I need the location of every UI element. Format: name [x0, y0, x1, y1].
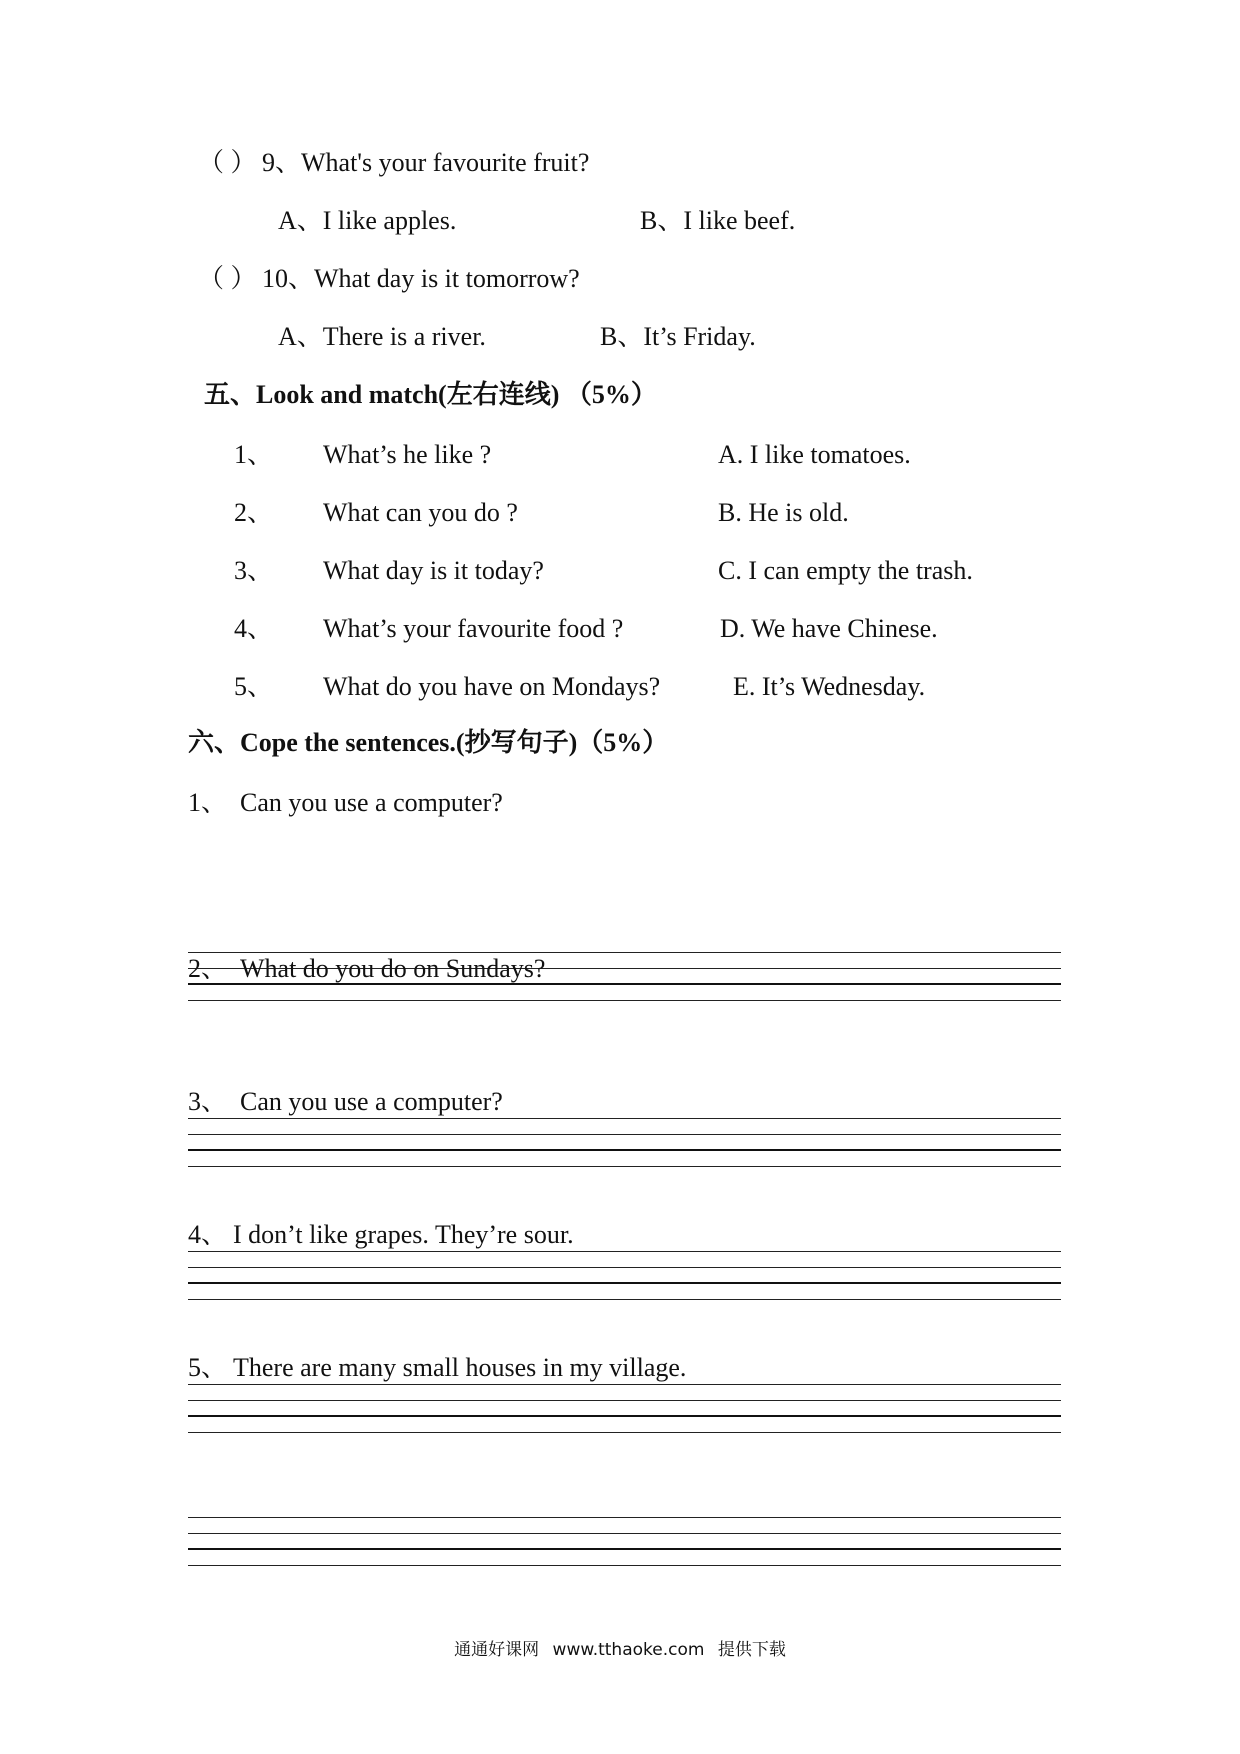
writing-line	[188, 1118, 1061, 1119]
match-number: 5、	[234, 672, 274, 701]
page-footer	[0, 1640, 1240, 1660]
match-answer: A. I like tomatoes.	[718, 440, 911, 469]
match-number: 1、	[234, 440, 274, 469]
match-number: 2、	[234, 498, 274, 527]
copy-number: 4、	[188, 1220, 228, 1249]
match-answer: D. We have Chinese.	[720, 614, 938, 643]
writing-line	[188, 1432, 1061, 1433]
copy-sentence: Can you use a computer?	[240, 1087, 503, 1116]
footer-url[interactable]: www.tthaoke.com	[552, 1640, 705, 1660]
option-a: A、There is a river.	[278, 322, 486, 351]
answer-bracket: （ ）	[198, 264, 257, 293]
copy-number: 3、	[188, 1087, 228, 1116]
writing-line	[188, 1149, 1061, 1151]
match-question: What do you have on Mondays?	[323, 672, 661, 701]
writing-line	[188, 1282, 1061, 1284]
copy-sentence: I don’t like grapes. They’re sour.	[233, 1220, 574, 1249]
writing-line	[188, 1267, 1061, 1268]
match-question: What day is it today?	[323, 556, 544, 585]
writing-line	[188, 1400, 1061, 1401]
copy-sentence: Can you use a computer?	[240, 788, 503, 817]
copy-number: 2、	[188, 954, 228, 983]
question-text: 9、What's your favourite fruit?	[262, 148, 590, 177]
writing-line	[188, 952, 1061, 953]
writing-line	[188, 1000, 1061, 1001]
match-answer: E. It’s Wednesday.	[733, 672, 926, 701]
writing-line	[188, 1384, 1061, 1385]
match-answer: C. I can empty the trash.	[718, 556, 973, 585]
writing-line	[188, 1134, 1061, 1135]
option-a: A、I like apples.	[278, 206, 457, 235]
match-number: 4、	[234, 614, 274, 643]
answer-bracket: （ ）	[198, 148, 257, 177]
writing-line	[188, 1299, 1061, 1300]
copy-number: 5、	[188, 1353, 228, 1382]
writing-line	[188, 1251, 1061, 1252]
section-5-heading: 五、Look and match(左右连线) （5%）	[204, 380, 657, 409]
option-b: B、I like beef.	[640, 206, 796, 235]
match-question: What can you do ?	[323, 498, 518, 527]
question-text: 10、What day is it tomorrow?	[262, 264, 580, 293]
copy-sentence: There are many small houses in my village.	[233, 1353, 687, 1382]
footer-suffix: 提供下载	[717, 1640, 786, 1660]
writing-line	[188, 1166, 1061, 1167]
footer-site-name: 通通好课网	[454, 1640, 540, 1660]
match-question: What’s he like ?	[323, 440, 492, 469]
copy-sentence: What do you do on Sundays?	[240, 954, 546, 983]
section-6-heading: 六、Cope the sentences.(抄写句子)（5%）	[188, 728, 669, 757]
match-question: What’s your favourite food ?	[323, 614, 624, 643]
writing-line	[188, 1533, 1061, 1534]
writing-line	[188, 1548, 1061, 1550]
match-number: 3、	[234, 556, 274, 585]
writing-line	[188, 1415, 1061, 1417]
option-b: B、It’s Friday.	[600, 322, 756, 351]
writing-line	[188, 1565, 1061, 1566]
copy-number: 1、	[188, 788, 228, 817]
match-answer: B. He is old.	[718, 498, 849, 527]
writing-line	[188, 1517, 1061, 1518]
